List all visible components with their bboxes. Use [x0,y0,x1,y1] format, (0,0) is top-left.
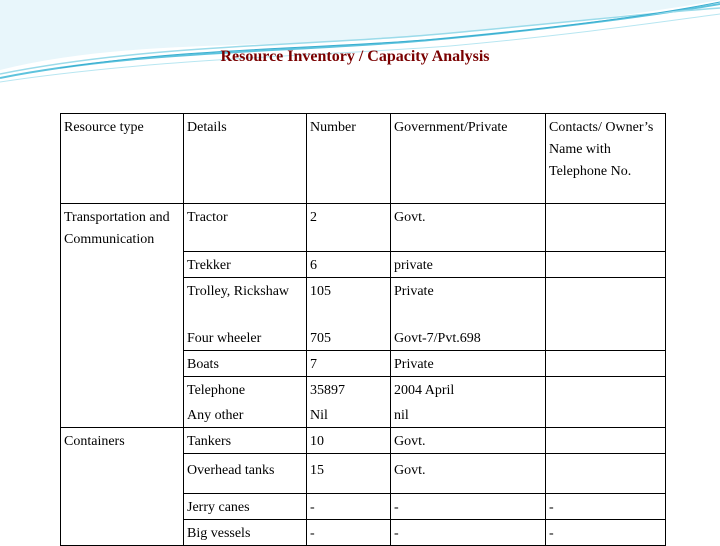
cell-number: 35897 [307,376,391,402]
cell-contacts [546,204,666,252]
cell-details: Trekker [184,251,307,277]
cell-resource [61,519,184,545]
header-details: Details [184,114,307,204]
cell-resource [61,453,184,493]
cell-number: Nil [307,402,391,428]
cell-details: Tankers [184,427,307,453]
cell-gov: - [391,519,546,545]
header-contacts: Contacts/ Owner’s Name with Telephone No. [546,114,666,204]
cell-number: - [307,493,391,519]
header-number: Number [307,114,391,204]
table-row [61,427,666,453]
table-row [61,519,666,545]
cell-contacts [546,453,666,493]
cell-number: 7 [307,350,391,376]
cell-number: 705 [307,325,391,351]
cell-number: 15 [307,453,391,493]
table-row [61,402,666,428]
table-row [61,277,666,325]
cell-gov: Govt-7/Pvt.698 [391,325,546,351]
page-title: Resource Inventory / Capacity Analysis [220,48,490,65]
cell-resource: Transportation and Communication [61,204,184,252]
cell-details: Telephone [184,376,307,402]
cell-resource [61,402,184,428]
cell-contacts: - [546,519,666,545]
table-row [61,350,666,376]
cell-gov: Govt. [391,453,546,493]
cell-details: Trolley, Rickshaw [184,277,307,325]
cell-gov: 2004 April [391,376,546,402]
cell-resource [61,376,184,402]
cell-number: 105 [307,277,391,325]
cell-resource [61,251,184,277]
table-row [61,325,666,351]
cell-number: - [307,519,391,545]
cell-contacts [546,277,666,325]
cell-resource [61,350,184,376]
cell-gov: - [391,493,546,519]
table-row [61,376,666,402]
cell-details: Overhead tanks [184,453,307,493]
cell-contacts: - [546,493,666,519]
cell-contacts [546,402,666,428]
cell-details: Four wheeler [184,325,307,351]
cell-details: Big vessels [184,519,307,545]
cell-contacts [546,325,666,351]
table-row [61,493,666,519]
table-row [61,453,666,493]
table-row [61,204,666,252]
cell-resource: Containers [61,427,184,453]
cell-resource [61,493,184,519]
cell-contacts [546,427,666,453]
table-header-row [61,114,666,204]
cell-gov: Private [391,277,546,325]
cell-number: 2 [307,204,391,252]
cell-gov: Govt. [391,427,546,453]
cell-contacts [546,251,666,277]
cell-contacts [546,376,666,402]
cell-details: Any other [184,402,307,428]
cell-contacts [546,350,666,376]
cell-resource [61,277,184,325]
cell-gov: nil [391,402,546,428]
table-row [61,251,666,277]
cell-resource [61,325,184,351]
cell-number: 6 [307,251,391,277]
cell-details: Jerry canes [184,493,307,519]
cell-details: Tractor [184,204,307,252]
resource-inventory-table [60,113,666,546]
cell-gov: Govt. [391,204,546,252]
header-resource-type: Resource type [61,114,184,204]
cell-gov: private [391,251,546,277]
header-gov-private: Government/Private [391,114,546,204]
cell-number: 10 [307,427,391,453]
cell-gov: Private [391,350,546,376]
cell-details: Boats [184,350,307,376]
